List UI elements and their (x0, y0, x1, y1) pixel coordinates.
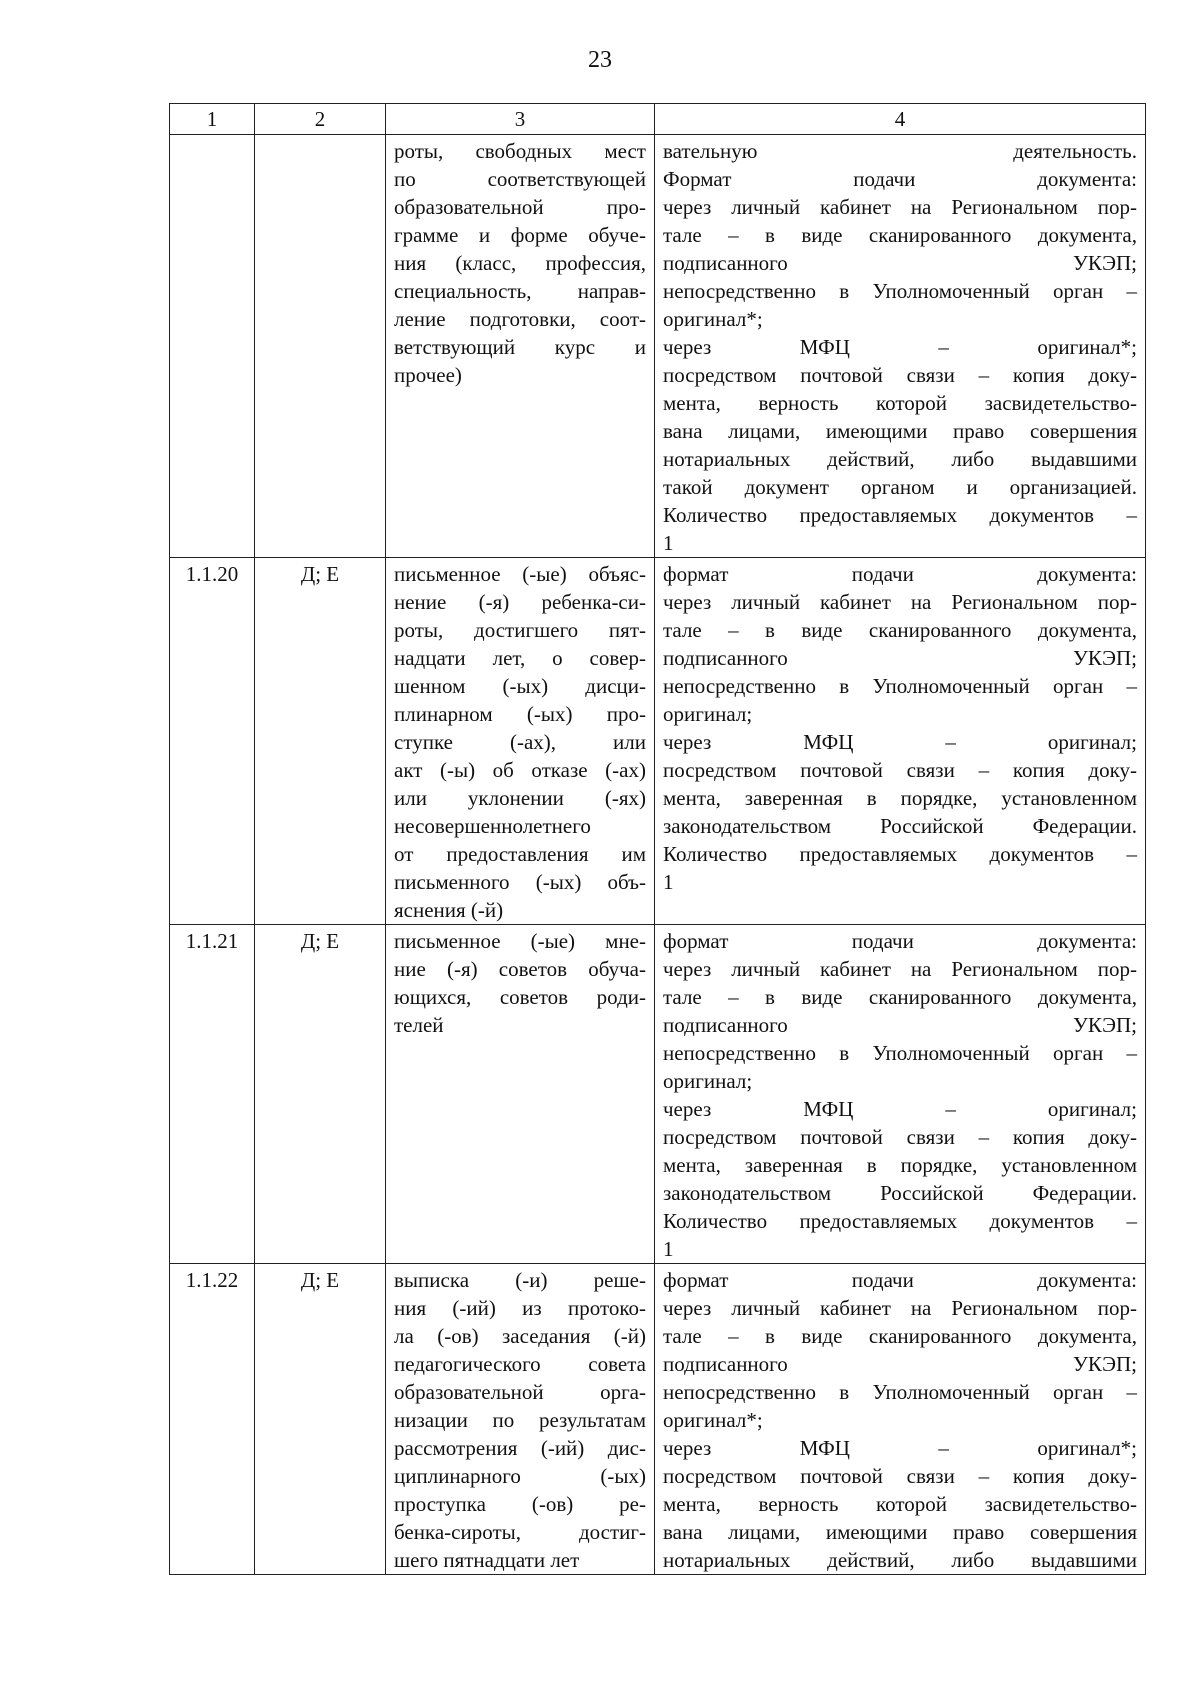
format-line: через личный кабинет на Региональном пор- (663, 590, 1137, 614)
document-description-cell (386, 135, 655, 558)
row-number-cell: 1.1.20 (170, 558, 255, 925)
format-line: через МФЦ – оригинал; (663, 1097, 1137, 1121)
description-line: проступка (-ов) ре- (394, 1492, 646, 1516)
format-line: вана лицами, имеющими право совершения (663, 419, 1137, 443)
description-line: ление подготовки, соот- (394, 307, 646, 331)
format-line: оригинал*; (663, 1408, 763, 1432)
description-line: специальность, направ- (394, 279, 646, 303)
row-code-cell: Д; Е (255, 558, 386, 925)
page-number: 23 (588, 47, 612, 73)
description-line: педагогического совета (394, 1352, 646, 1376)
column-header-1: 1 (170, 104, 255, 135)
format-line: 1 (663, 1237, 674, 1261)
description-line: ние (-я) советов обуча- (394, 957, 646, 981)
format-line: Количество предоставляемых документов – (663, 842, 1137, 866)
format-line: Формат подачи документа: (663, 167, 1137, 191)
description-line: по соответствующей (394, 167, 646, 191)
row-number-cell (170, 135, 255, 558)
description-line: циплинарного (-ых) (394, 1464, 646, 1488)
table-row (170, 558, 1146, 925)
format-line: 1 (663, 531, 674, 555)
description-line: ветствующий курс и (394, 335, 646, 359)
format-line: Количество предоставляемых документов – (663, 503, 1137, 527)
description-line: ла (-ов) заседания (-й) (394, 1324, 646, 1348)
row-code-cell: Д; Е (255, 1264, 386, 1575)
format-line: тале – в виде сканированного документа, (663, 223, 1137, 247)
description-line: письменное (-ые) мне- (394, 929, 646, 953)
description-line: телей (394, 1013, 444, 1037)
format-line: через МФЦ – оригинал*; (663, 335, 1137, 359)
format-line: подписанного УКЭП; (663, 646, 1137, 670)
description-line: надцати лет, о совер- (394, 646, 646, 670)
submission-format-cell (655, 558, 1146, 925)
column-header-2: 2 (255, 104, 386, 135)
description-line: или уклонении (-ях) (394, 786, 646, 810)
submission-format-cell (655, 1264, 1146, 1575)
format-line: через личный кабинет на Региональном пор- (663, 957, 1137, 981)
description-line: образовательной орга- (394, 1380, 646, 1404)
description-line: акт (-ы) об отказе (-ах) (394, 758, 646, 782)
format-line: посредством почтовой связи – копия доку- (663, 758, 1137, 782)
document-description-cell (386, 925, 655, 1264)
description-line: от предоставления им (394, 842, 646, 866)
format-line: через личный кабинет на Региональном пор- (663, 195, 1137, 219)
description-line: бенка-сироты, достиг- (394, 1520, 646, 1544)
format-line: формат подачи документа: (663, 1268, 1137, 1292)
table-row (170, 135, 1146, 558)
description-line: плинарном (-ых) про- (394, 702, 646, 726)
format-line: непосредственно в Уполномоченный орган – (663, 674, 1137, 698)
description-line: письменное (-ые) объяс- (394, 562, 646, 586)
description-line: образовательной про- (394, 195, 646, 219)
format-line: формат подачи документа: (663, 929, 1137, 953)
submission-format-cell (655, 135, 1146, 558)
description-line: прочее) (394, 363, 462, 387)
format-line: через личный кабинет на Региональном пор- (663, 1296, 1137, 1320)
description-line: шенном (-ых) дисци- (394, 674, 646, 698)
format-line: мента, заверенная в порядке, установленном (663, 1153, 1137, 1177)
submission-format-cell (655, 925, 1146, 1264)
description-line: грамме и форме обуче- (394, 223, 646, 247)
format-line: вательную деятельность. (663, 139, 1137, 163)
format-line: вана лицами, имеющими право совершения (663, 1520, 1137, 1544)
description-line: роты, достигшего пят- (394, 618, 646, 642)
description-line: несовершеннолетнего (394, 814, 591, 838)
description-line: ния (-ий) из протоко- (394, 1296, 646, 1320)
row-number-cell: 1.1.21 (170, 925, 255, 1264)
format-line: мента, верность которой засвидетельство- (663, 391, 1137, 415)
format-line: оригинал; (663, 1069, 753, 1093)
table-header-row (170, 104, 1146, 135)
description-line: яснения (-й) (394, 898, 504, 922)
format-line: непосредственно в Уполномоченный орган – (663, 1041, 1137, 1065)
table-body (170, 135, 1146, 1575)
column-header-3: 3 (386, 104, 655, 135)
document-description-cell (386, 558, 655, 925)
description-line: нение (-я) ребенка-си- (394, 590, 646, 614)
format-line: нотариальных действий, либо выдавшими (663, 1548, 1137, 1572)
format-line: посредством почтовой связи – копия доку- (663, 1464, 1137, 1488)
description-line: выписка (-и) реше- (394, 1268, 646, 1292)
format-line: мента, заверенная в порядке, установленном (663, 786, 1137, 810)
row-code-cell (255, 135, 386, 558)
description-line: низации по результатам (394, 1408, 646, 1432)
format-line: такой документ органом и организацией. (663, 475, 1137, 499)
format-line: законодательством Российской Федерации. (663, 1181, 1137, 1205)
format-line: оригинал; (663, 702, 753, 726)
format-line: посредством почтовой связи – копия доку- (663, 1125, 1137, 1149)
format-line: оригинал*; (663, 307, 763, 331)
format-line: через МФЦ – оригинал; (663, 730, 1137, 754)
format-line: Количество предоставляемых документов – (663, 1209, 1137, 1233)
row-number-cell: 1.1.22 (170, 1264, 255, 1575)
format-line: законодательством Российской Федерации. (663, 814, 1137, 838)
table-row (170, 925, 1146, 1264)
format-line: посредством почтовой связи – копия доку- (663, 363, 1137, 387)
description-line: письменного (-ых) объ- (394, 870, 646, 894)
format-line: подписанного УКЭП; (663, 1013, 1137, 1037)
description-line: роты, свободных мест (394, 139, 646, 163)
format-line: непосредственно в Уполномоченный орган – (663, 1380, 1137, 1404)
format-line: тале – в виде сканированного документа, (663, 1324, 1137, 1348)
format-line: нотариальных действий, либо выдавшими (663, 447, 1137, 471)
format-line: через МФЦ – оригинал*; (663, 1436, 1137, 1460)
column-header-4: 4 (655, 104, 1146, 135)
format-line: формат подачи документа: (663, 562, 1137, 586)
format-line: мента, верность которой засвидетельство- (663, 1492, 1137, 1516)
format-line: тале – в виде сканированного документа, (663, 985, 1137, 1009)
format-line: подписанного УКЭП; (663, 1352, 1137, 1376)
format-line: тале – в виде сканированного документа, (663, 618, 1137, 642)
format-line: непосредственно в Уполномоченный орган – (663, 279, 1137, 303)
document-table (169, 103, 1146, 1575)
description-line: ступке (-ах), или (394, 730, 646, 754)
description-line: ющихся, советов роди- (394, 985, 646, 1009)
format-line: 1 (663, 870, 674, 894)
description-line: шего пятнадцати лет (394, 1548, 580, 1572)
document-description-cell (386, 1264, 655, 1575)
description-line: ния (класс, профессия, (394, 251, 646, 275)
table-row (170, 1264, 1146, 1575)
format-line: подписанного УКЭП; (663, 251, 1137, 275)
row-code-cell: Д; Е (255, 925, 386, 1264)
description-line: рассмотрения (-ий) дис- (394, 1436, 646, 1460)
